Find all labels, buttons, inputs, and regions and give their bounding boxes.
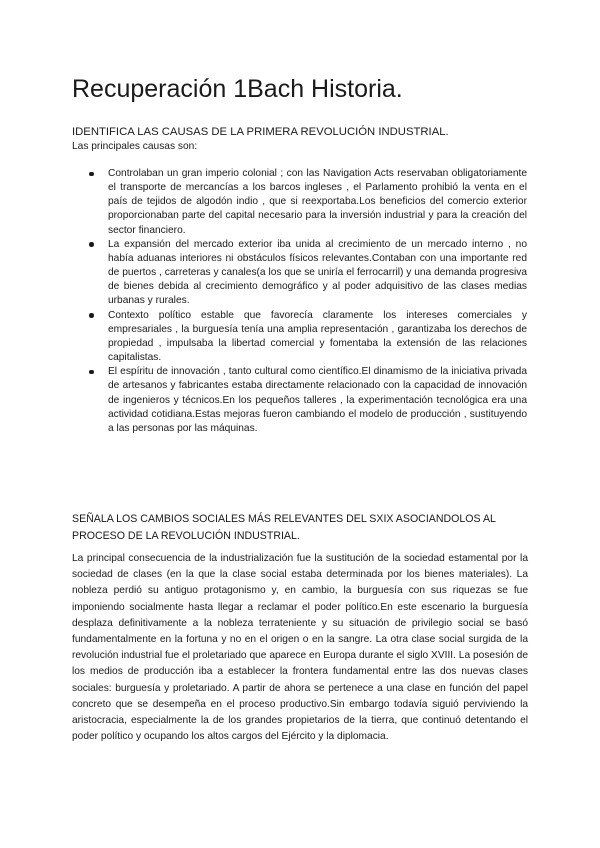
section2-heading: SEÑALA LOS CAMBIOS SOCIALES MÁS RELEVANTES DEL SXIX ASOCIANDOLOS AL PROCESO DE LA REVOLUCIÓN INDUSTRIAL. [72, 513, 496, 542]
list-item [89, 167, 527, 238]
section1-heading: IDENTIFICA LAS CAUSAS DE LA PRIMERA REVOLUCIÓN INDUSTRIAL. [72, 126, 449, 138]
list-item-text: Contexto político estable que favorecía claramente los intereses comerciales y empresariales , la burguesía tenía una amplia representación , garantizaba los derechos de propiedad , impulsaba la libertad comercial y fomentaba la extensión de las relaciones capitalistas. [108, 309, 527, 364]
list-item-text: Controlaban un gran imperio colonial ; con las Navigation Acts reservaban obligatoriamente el transporte de mercancías a los barcos ingleses , el Parlamento prohibió la venta en el país de tejidos de algodón indio , que si reexportaba.Los beneficios del comercio exterior proporcionaban parte del capital necesario para la inversión industrial y para la creación del sector financiero. [108, 168, 527, 236]
bullet-icon [89, 242, 94, 247]
list-item [89, 309, 527, 366]
section2-paragraph: La principal consecuencia de la industrialización fue la sustitución de la sociedad estamental por la sociedad de clases (en la que la clase social estaba determinada por los bienes materiales). La nobleza perdió su antiguo protagonismo y, en cambio, la burguesía con sus riquezas se fue imponiendo socialmente hasta llegar a reclamar el poder político.En este escenario la burguesía desplaza definitivamente a la nobleza terrateniente y su situación de privilegio social se basó fundamentalmente en la fortuna y no en el origen o en la sangre. La otra clase social surgida de la revolución industrial fue el proletariado que aparece en Europa durante el siglo XVIII. La posesión de los medios de producción iba a establecer la frontera fundamental entre las dos nuevas clases sociales: burguesía y proletariado. A partir de ahora se pertenece a una clase en función del papel concreto que se desempeña en el proceso productivo.Sin embargo todavía siguió perviviendo la aristocracia, especialmente la de los grandes propietarios de la tierra, que continuó detentando el poder político y ocupando los altos cargos del Ejército y la diplomacia. [72, 553, 528, 743]
bullet-icon [89, 370, 94, 375]
document-title: Recuperación 1Bach Historia. [72, 75, 403, 103]
list-item [89, 238, 527, 309]
list-item-text: El espíritu de innovación , tanto cultural como científico.El dinamismo de la iniciativa privada de artesanos y fabricantes estaba directamente relacionado con la capacidad de innovación de ingenieros y técnicos.En los pequeños talleres , la experimentación tecnológica era una actividad cotidiana.Estas mejoras fueron cambiando el modelo de producción , sustituyendo a las personas por las máquinas. [108, 366, 527, 434]
bullet-icon [89, 313, 94, 318]
list-item-text: La expansión del mercado exterior iba unida al crecimiento de un mercado interno , no había aduanas interiores ni obstáculos físicos relevantes.Contaban con una importante red de puertos , carreteras y canales(a los que se uniría el ferrocarril) y una demanda progresiva de bienes debida al crecimiento demográfico y al poder adquisitivo de las clases medias urbanas y rurales. [108, 238, 527, 307]
causes-list [89, 167, 527, 436]
list-item [89, 365, 527, 436]
bullet-icon [89, 172, 94, 177]
section1-intro: Las principales causas son: [72, 141, 198, 152]
